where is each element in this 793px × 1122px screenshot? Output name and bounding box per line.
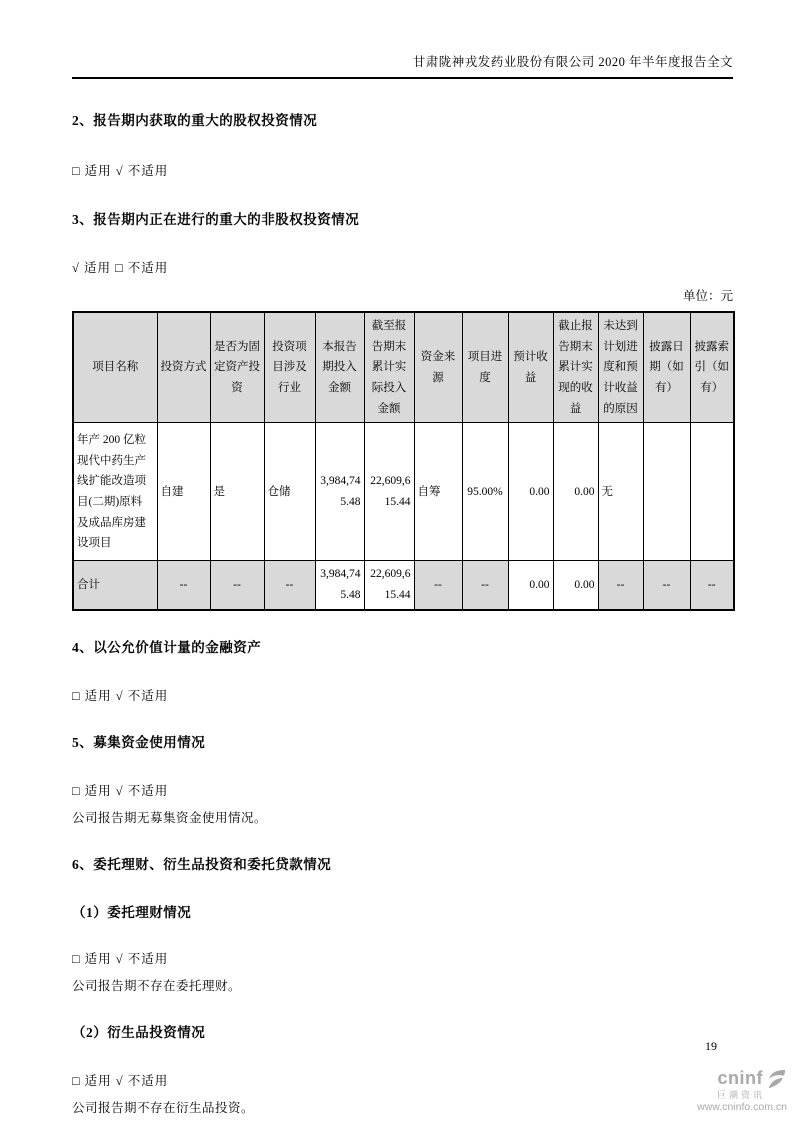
page-number: 19 <box>705 1039 717 1053</box>
cell-fund-source: 自筹 <box>414 423 462 561</box>
cninfo-logo-subtitle: 巨潮资讯 <box>716 1089 765 1100</box>
cninfo-logo-text: cninf <box>717 1067 763 1088</box>
col-header-expected-return: 预计收益 <box>508 312 553 423</box>
col-header-fund-source: 资金来源 <box>414 312 462 423</box>
col-header-disclosure-index: 披露索引（如有） <box>690 312 734 423</box>
cell-realized-return: 0.00 <box>553 423 598 561</box>
section-6-2-title: （2）衍生品投资情况 <box>72 1024 206 1040</box>
cninfo-logo-url: www.cninfo.com.cn <box>697 1101 787 1114</box>
table-total-row <box>73 561 734 610</box>
cell-reason: 无 <box>598 423 643 561</box>
section-2-applicability: □ 适用 √ 不适用 <box>72 164 169 178</box>
col-header-period-amount: 本报告期投入金额 <box>315 312 364 423</box>
table-header-row <box>73 312 734 423</box>
col-header-invest-method: 投资方式 <box>157 312 210 423</box>
col-header-disclosure-date: 披露日期（如有） <box>643 312 690 423</box>
cninfo-swirl-icon <box>765 1068 787 1090</box>
section-4-applicability: □ 适用 √ 不适用 <box>72 688 169 703</box>
section-6-2-applicability: □ 适用 √ 不适用 <box>72 1073 169 1088</box>
total-disclosure-index: -- <box>690 561 734 610</box>
cell-expected-return: 0.00 <box>508 423 553 561</box>
total-period-amount: 3,984,745.48 <box>315 561 364 610</box>
col-header-fixed-asset: 是否为固定资产投资 <box>210 312 264 423</box>
section-6-1-note: 公司报告期不存在委托理财。 <box>72 978 242 993</box>
cell-disclosure-index <box>690 423 734 561</box>
total-fund-source: -- <box>414 561 462 610</box>
section-5-title: 5、募集资金使用情况 <box>72 734 206 750</box>
section-4-title: 4、以公允价值计量的金融资产 <box>72 639 262 655</box>
section-5-applicability: □ 适用 √ 不适用 <box>72 783 169 798</box>
cell-disclosure-date <box>643 423 690 561</box>
total-expected-return: 0.00 <box>508 561 553 610</box>
total-cumulative-amount: 22,609,615.44 <box>364 561 414 610</box>
col-header-progress: 项目进度 <box>462 312 508 423</box>
section-5-note: 公司报告期无募集资金使用情况。 <box>72 810 268 825</box>
total-invest-method: -- <box>157 561 210 610</box>
col-header-cumulative-amount: 截至报告期末累计实际投入金额 <box>364 312 414 423</box>
total-label: 合计 <box>73 561 157 610</box>
col-header-reason: 未达到计划进度和预计收益的原因 <box>598 312 643 423</box>
section-3-title: 3、报告期内正在进行的重大的非股权投资情况 <box>72 212 360 227</box>
col-header-project-name: 项目名称 <box>73 312 157 423</box>
section-6-1-title: （1）委托理财情况 <box>72 904 192 920</box>
total-reason: -- <box>598 561 643 610</box>
cninfo-logo <box>697 1068 787 1114</box>
cninfo-logo-top <box>697 1068 787 1090</box>
col-header-realized-return: 截止报告期末累计实现的收益 <box>553 312 598 423</box>
total-realized-return: 0.00 <box>553 561 598 610</box>
section-6-title: 6、委托理财、衍生品投资和委托贷款情况 <box>72 856 332 872</box>
document-header: 甘肃陇神戎发药业股份有限公司 2020 年半年度报告全文 <box>72 52 733 79</box>
section-3-applicability: √ 适用 □ 不适用 <box>72 261 169 275</box>
cell-progress: 95.00% <box>462 423 508 561</box>
cell-invest-method: 自建 <box>157 423 210 561</box>
total-progress: -- <box>462 561 508 610</box>
table-row <box>73 423 734 561</box>
cell-fixed-asset: 是 <box>210 423 264 561</box>
cell-project-name: 年产 200 亿粒现代中药生产线扩能改造项目(二期)原料及成品库房建设项目 <box>73 423 157 561</box>
cell-industry: 仓储 <box>264 423 315 561</box>
section-6-2-note: 公司报告期不存在衍生品投资。 <box>72 1100 255 1115</box>
non-equity-investment-table <box>72 311 735 611</box>
cell-period-amount: 3,984,745.48 <box>315 423 364 561</box>
total-fixed-asset: -- <box>210 561 264 610</box>
total-industry: -- <box>264 561 315 610</box>
table-unit-label: 单位：元 <box>682 289 733 303</box>
section-2-title: 2、报告期内获取的重大的股权投资情况 <box>72 113 318 128</box>
total-disclosure-date: -- <box>643 561 690 610</box>
col-header-industry: 投资项目涉及行业 <box>264 312 315 423</box>
cell-cumulative-amount: 22,609,615.44 <box>364 423 414 561</box>
section-6-1-applicability: □ 适用 √ 不适用 <box>72 951 169 966</box>
